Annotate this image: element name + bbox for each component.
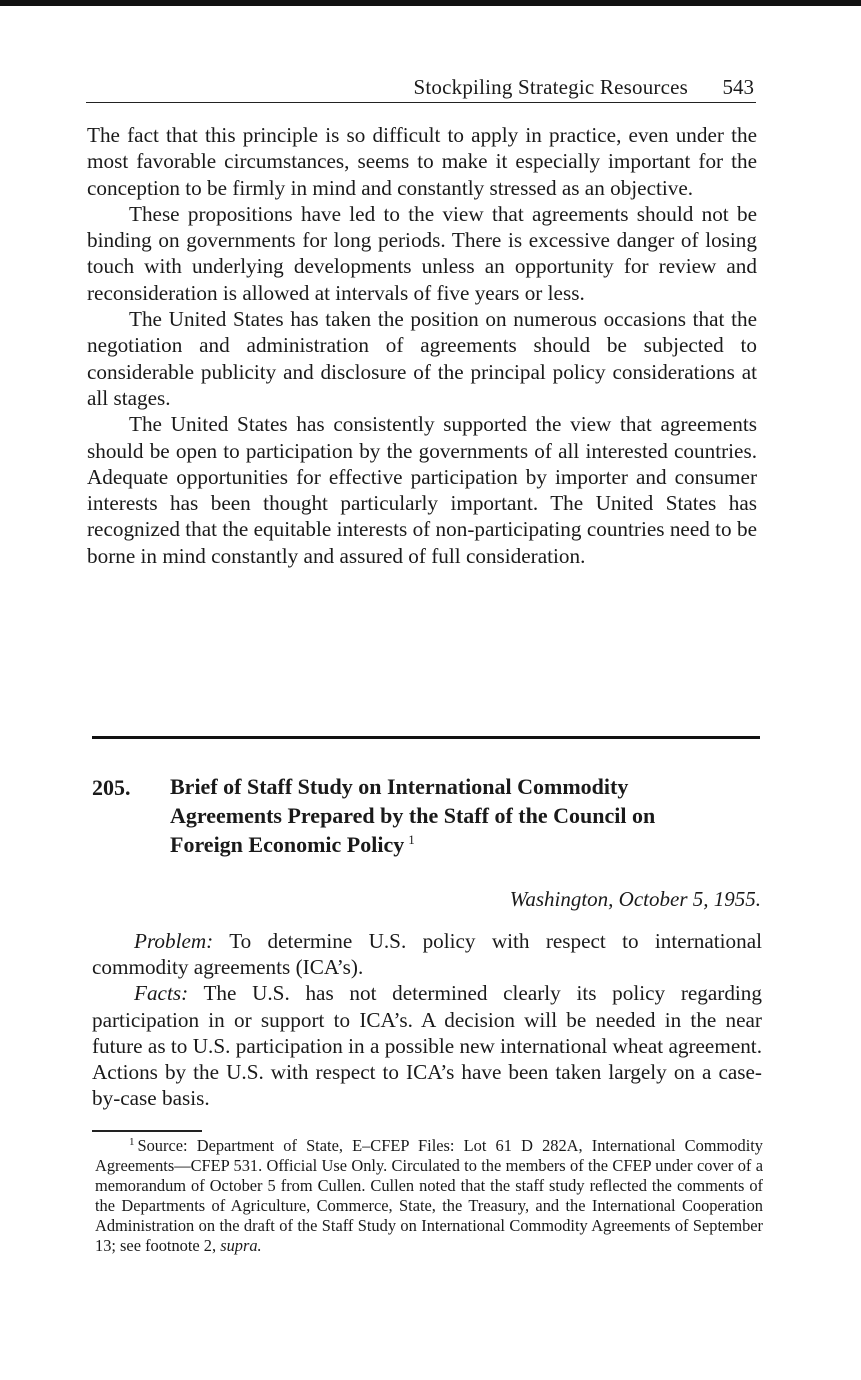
document-title-text: Brief of Staff Study on International Commodity Agreements Prepared by the Staff of the Council on Foreign Economic Policy — [170, 774, 656, 857]
running-title: Stockpiling Strategic Resources — [413, 75, 688, 99]
document-number: 205. — [92, 775, 131, 800]
dateline: Washington, October 5, 1955. — [509, 887, 761, 911]
paragraph: The fact that this principle is so difficult to apply in practice, even under the most favorable circumstances, seems to make it especially important for the conception to be firmly in mind and constantly stressed as an objective. — [87, 123, 757, 200]
paragraph: The United States has consistently supported the view that agreements should be open to participation by the governments of all interested countries. Adequate opportunities for effective participation by importer and consumer interests has been thought particularly important. The United States has recognized that the equitable interests of non-participating countries need to be borne in mind constantly and assured of full consideration. — [87, 412, 757, 568]
facts-label: Facts: — [134, 981, 189, 1006]
continued-text — [87, 122, 757, 569]
footnote-marker: 1 — [129, 1135, 135, 1148]
footnote-reference[interactable]: 1 — [408, 831, 415, 847]
footnote-divider — [92, 1130, 202, 1132]
running-header — [86, 72, 756, 103]
problem-text: To determine U.S. policy with respect to international commodity agreements (ICA’s). — [92, 929, 762, 980]
problem-label: Problem: — [134, 929, 214, 953]
facts-text: The U.S. has not determined clearly its policy regarding participation in or support to ICA’s. A decision will be needed in the near future as to U.S. participation in a possible new international wheat agreement. Actions by the U.S. with respect to ICA’s have been taken largely on a case-by-case basis. — [92, 981, 762, 1111]
footnote — [95, 1136, 763, 1256]
footnote-supra: supra. — [220, 1236, 262, 1255]
facts-paragraph — [92, 980, 762, 1111]
problem-paragraph — [92, 928, 762, 980]
document-body — [92, 928, 762, 1111]
footnote-text: Source: Department of State, E–CFEP Files: Lot 61 D 282A, International Commodity Agreements—CFEP 531. Official Use Only. Circulated to the members of the CFEP under cover of a memorandum of October 5 from Cullen. Cullen noted that the staff study reflected the comments of the Departments of Agriculture, Commerce, State, the Treasury, and the International Cooperation Administration on the draft of the Staff Study on International Commodity Agreements of September 13; see footnote 2, — [95, 1136, 763, 1255]
scan-top-edge — [0, 0, 861, 6]
section-divider — [92, 736, 760, 739]
page-number: 543 — [722, 75, 754, 99]
paragraph: The United States has taken the position on numerous occasions that the negotiation and administration of agreements should be subjected to considerable publicity and disclosure of the principal policy considerations at all stages. — [87, 307, 757, 410]
paragraph: These propositions have led to the view that agreements should not be binding on governments for long periods. There is excessive danger of losing touch with underlying developments unless an opportunity for review and reconsideration is allowed at intervals of five years or less. — [87, 201, 757, 305]
document-title — [170, 772, 730, 859]
